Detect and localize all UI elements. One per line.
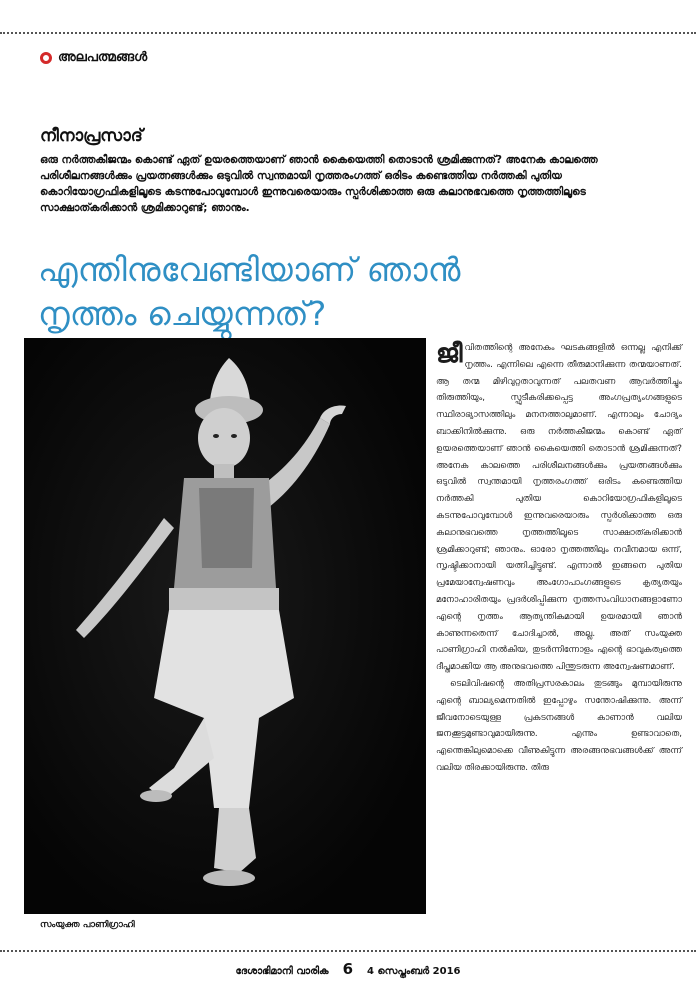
page-footer	[0, 960, 696, 978]
lead-paragraph: ഒരു നർത്തകീജന്മം കൊണ്ട് ഏത് ഉയരത്തെയാണ് ഞാൻ കൈയെത്തി തൊടാൻ ശ്രമിക്കുന്നത്? അനേക കാലത്തെ പരിശീലനങ്ങൾക്കും പ്രയത്നങ്ങൾക്കും ഒടുവിൽ സ്വന്തമായി നൃത്തരംഗത്ത് ഒരിടം കണ്ടെത്തിയ നർത്തകി പുതിയ കൊറിയോഗ്രഫികളിലൂടെ കടന്നുപോവുമ്പോൾ ഇന്നുവരെയാരും സ്പർശിക്കാത്ത ഒരു കലാനുഭവത്തെ നൃത്തത്തിലൂടെ സാക്ഷാത്കരിക്കാൻ ശ്രമിക്കാറുണ്ട്; ഞാനും.	[40, 154, 598, 214]
drop-cap: ജീ	[436, 339, 463, 369]
issue-date: 4 സെപ്തംബർ 2016	[367, 966, 461, 977]
body-paragraph-1	[436, 340, 682, 676]
page-number: 6	[342, 960, 354, 978]
article-body	[436, 340, 682, 777]
top-dotted-rule	[0, 32, 696, 34]
section-header	[40, 50, 147, 65]
dancer-photo	[24, 338, 426, 914]
bottom-dotted-rule	[0, 950, 696, 952]
body-paragraph-1-text: വിതത്തിന്റെ അനേകം ഘടകങ്ങളിൽ ഒന്നല്ല എനിക്ക് നൃത്തം. എന്നിലെ എന്നെ തീരുമാനിക്കുന്ന തന്മയാണത്. ആ തന്മ മിഴിവുറ്റതാവുന്നത് പലതവണ ആവർത്തിച്ചും തിരുത്തിയും, സ്ഫുടീകരിക്കപ്പെട്ട അംഗപ്രത്യംഗങ്ങളുടെ സ്ഥിരാഭ്യാസത്തിലും മനനത്താലുമാണ്. എന്നാലും ചോദ്യം ബാക്കിനിൽക്കുന്നു. ഒരു നർത്തകീജന്മം കൊണ്ട് ഏത് ഉയരത്തെയാണ് ഞാൻ കൈയെത്തി തൊടാൻ ശ്രമിക്കുന്നത്? അനേക കാലത്തെ പരിശീലനങ്ങൾക്കും പ്രയത്നങ്ങൾക്കും ഒടുവിൽ സ്വന്തമായി നൃത്തരംഗത്ത് ഒരിടം കണ്ടെത്തിയ നർത്തകി പുതിയ കൊറിയോഗ്രഫികളിലൂടെ കടന്നുപോവുമ്പോൾ ഇന്നുവരെയാരും സ്പർശിക്കാത്ത ഒരു കലാനുഭവത്തെ നൃത്തത്തിലൂടെ സാക്ഷാത്കരിക്കാൻ ശ്രമിക്കാറുണ്ട്; ഞാനും. ഓരോ നൃത്തത്തിലും നവീനമായ ഒന്ന്, സൃഷ്ടിക്കാനായി യത്നിച്ചിട്ടുണ്ട്. എന്നാൽ ഇങ്ങനെ പുതിയ പ്രമേയാന്വേഷണവും അംഗോപാംഗങ്ങളുടെ കൃത്യതയും മനോഹാരിതയും പ്രദർശിപ്പിക്കുന്ന നൃത്തസംവിധാനങ്ങളാണോ എന്റെ നൃത്തം ആത്യന്തികമായി ഉയരമായി ഞാൻ കാണുന്നതെന്ന് ചോദിച്ചാൽ, അല്ല. അത് സംയുക്ത പാണിഗ്രാഹി നൽകിയ, തുടർന്നിന്നോളം എന്റെ ഭാവുകത്വത്തെ ദീപ്തമാക്കിയ ആ അനുഭവത്തെ പിന്തുടരുന്ന അന്വേഷണമാണ്.	[436, 343, 682, 673]
circle-bullet-icon	[40, 52, 52, 64]
dancer-illustration	[24, 338, 426, 914]
author-byline: നീനാപ്രസാദ്	[40, 126, 143, 146]
section-label: അലപത്മങ്ങൾ	[58, 50, 148, 65]
headline	[38, 248, 678, 336]
headline-line-1: എന്തിനുവേണ്ടിയാണ് ഞാൻ	[38, 250, 461, 289]
photo-caption: സംയുക്ത പാണിഗ്രാഹി	[40, 920, 135, 930]
publication-name: ദേശാഭിമാനി വാരിക	[235, 966, 329, 977]
body-paragraph-2: ടെലിവിഷന്റെ അതിപ്രസരകാലം തുടങ്ങും മുമ്പായിരുന്നു എന്റെ ബാല്യമെന്നതിൽ ഇപ്പോഴും സന്തോഷിക്കുന്നു. അന്ന് ജീവനോടെയുള്ള പ്രകടനങ്ങൾ കാണാൻ വലിയ ജനക്കൂട്ടമുണ്ടാവുമായിരുന്നു. എന്നും ഉണ്ടാവാതെ, എന്തെങ്കിലുമൊക്കെ വീണുകിട്ടുന്ന അരങ്ങനുഭവങ്ങൾക്ക് അന്ന് വലിയ തിരക്കായിരുന്നു. തിരു	[436, 678, 682, 773]
headline-line-2: നൃത്തം ചെയ്യുന്നത്?	[38, 294, 327, 333]
